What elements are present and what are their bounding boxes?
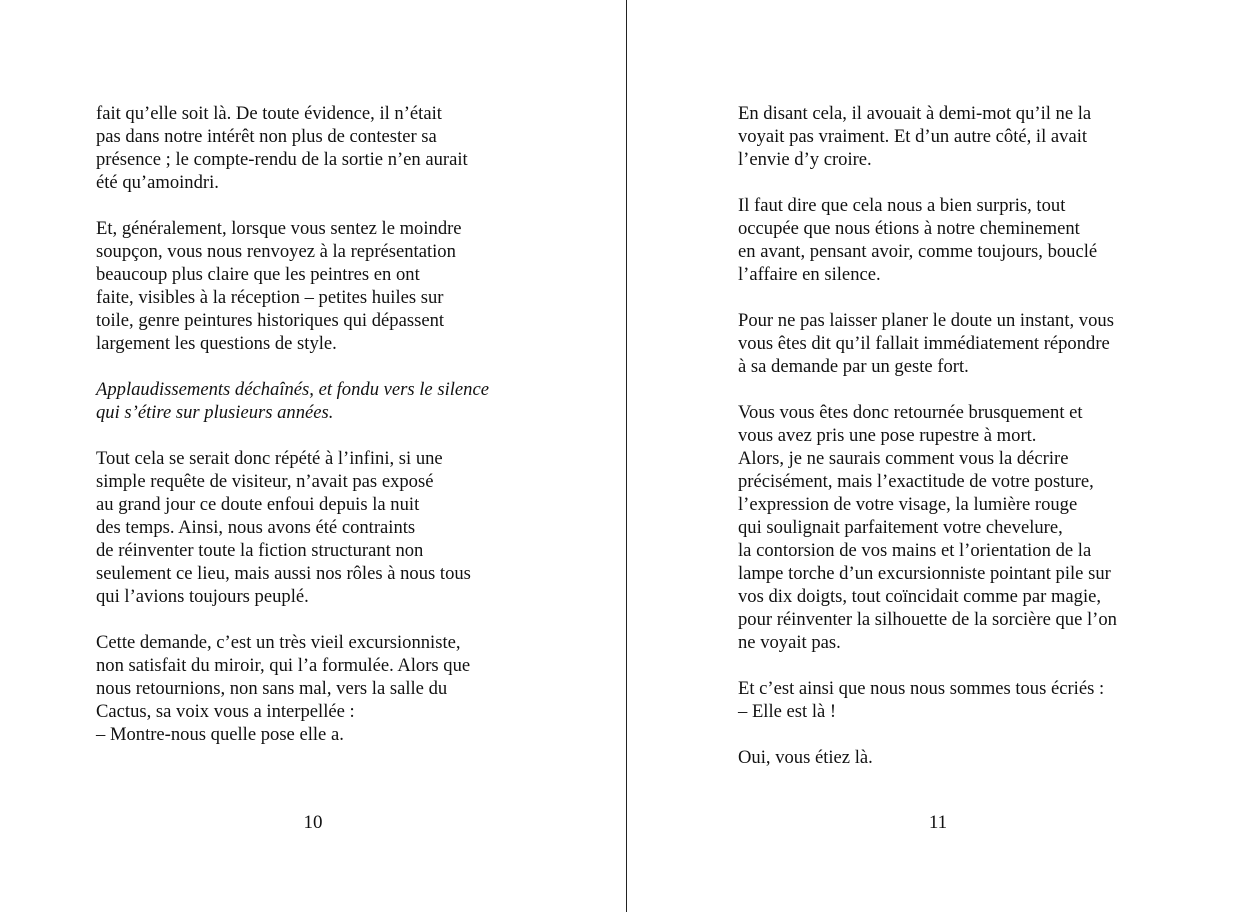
text-line: Alors, je ne saurais comment vous la décrire xyxy=(738,448,1069,469)
text-line: Et c’est ainsi que nous nous sommes tous écriés : xyxy=(738,678,1105,699)
paragraph xyxy=(96,217,489,355)
text-line: lampe torche d’un excursionniste pointant pile sur xyxy=(738,563,1111,584)
text-line: vos dix doigts, tout coïncidait comme par magie, xyxy=(738,586,1102,607)
text-line: Applaudissements déchaînés, et fondu vers le silence xyxy=(96,379,489,400)
text-line: vous êtes dit qu’il fallait immédiatement répondre xyxy=(738,333,1110,354)
paragraph xyxy=(738,746,1117,769)
text-line: au grand jour ce doute enfoui depuis la nuit xyxy=(96,494,420,515)
text-line: Cactus, sa voix vous a interpellée : xyxy=(96,701,355,722)
paragraph xyxy=(738,102,1117,171)
text-line: des temps. Ainsi, nous avons été contraints xyxy=(96,517,416,538)
text-line: – Montre-nous quelle pose elle a. xyxy=(96,724,344,745)
text-line: largement les questions de style. xyxy=(96,333,337,354)
text-line: ne voyait pas. xyxy=(738,632,841,653)
text-line: Et, généralement, lorsque vous sentez le moindre xyxy=(96,218,462,239)
right-page-text xyxy=(738,102,1117,792)
text-line: qui s’étire sur plusieurs années. xyxy=(96,402,334,423)
text-line: soupçon, vous nous renvoyez à la représentation xyxy=(96,241,456,262)
text-line: l’expression de votre visage, la lumière rouge xyxy=(738,494,1078,515)
paragraph xyxy=(96,447,489,608)
text-line: fait qu’elle soit là. De toute évidence, il n’était xyxy=(96,103,442,124)
text-line: Cette demande, c’est un très vieil excursionniste, xyxy=(96,632,461,653)
text-line: été qu’amoindri. xyxy=(96,172,219,193)
text-line: faite, visibles à la réception – petites huiles sur xyxy=(96,287,444,308)
text-line: nous retournions, non sans mal, vers la salle du xyxy=(96,678,448,699)
text-line: présence ; le compte-rendu de la sortie n’en aurait xyxy=(96,149,468,170)
text-line: seulement ce lieu, mais aussi nos rôles à nous tous xyxy=(96,563,471,584)
left-page-text xyxy=(96,102,489,769)
text-line: la contorsion de vos mains et l’orientation de la xyxy=(738,540,1092,561)
text-line: pour réinventer la silhouette de la sorcière que l’on xyxy=(738,609,1117,630)
page-number-left: 10 xyxy=(303,812,323,833)
page-number-right: 11 xyxy=(928,812,948,833)
text-line: qui soulignait parfaitement votre chevelure, xyxy=(738,517,1063,538)
text-line: Pour ne pas laisser planer le doute un instant, vous xyxy=(738,310,1114,331)
paragraph xyxy=(738,401,1117,654)
text-line: voyait pas vraiment. Et d’un autre côté, il avait xyxy=(738,126,1088,147)
text-line: pas dans notre intérêt non plus de contester sa xyxy=(96,126,437,147)
text-line: Vous vous êtes donc retournée brusquement et xyxy=(738,402,1083,423)
text-line: simple requête de visiteur, n’avait pas exposé xyxy=(96,471,434,492)
text-line: vous avez pris une pose rupestre à mort. xyxy=(738,425,1037,446)
right-page xyxy=(627,0,1252,912)
stage-direction-paragraph xyxy=(96,378,489,424)
paragraph xyxy=(96,631,489,746)
text-line: En disant cela, il avouait à demi-mot qu’il ne la xyxy=(738,103,1092,124)
text-line: toile, genre peintures historiques qui dépassent xyxy=(96,310,445,331)
text-line: occupée que nous étions à notre cheminement xyxy=(738,218,1080,239)
paragraph xyxy=(738,309,1117,378)
text-line: de réinventer toute la fiction structurant non xyxy=(96,540,424,561)
text-line: beaucoup plus claire que les peintres en ont xyxy=(96,264,420,285)
text-line: précisément, mais l’exactitude de votre posture, xyxy=(738,471,1094,492)
text-line: Oui, vous étiez là. xyxy=(738,747,873,768)
text-line: Tout cela se serait donc répété à l’infini, si une xyxy=(96,448,443,469)
text-line: non satisfait du miroir, qui l’a formulée. Alors que xyxy=(96,655,471,676)
text-line: qui l’avions toujours peuplé. xyxy=(96,586,309,607)
text-line: l’envie d’y croire. xyxy=(738,149,872,170)
text-line: en avant, pensant avoir, comme toujours, bouclé xyxy=(738,241,1098,262)
paragraph xyxy=(96,102,489,194)
text-line: l’affaire en silence. xyxy=(738,264,881,285)
paragraph xyxy=(738,194,1117,286)
paragraph xyxy=(738,677,1117,723)
text-line: Il faut dire que cela nous a bien surpris, tout xyxy=(738,195,1066,216)
text-line: à sa demande par un geste fort. xyxy=(738,356,969,377)
text-line: – Elle est là ! xyxy=(738,701,837,722)
